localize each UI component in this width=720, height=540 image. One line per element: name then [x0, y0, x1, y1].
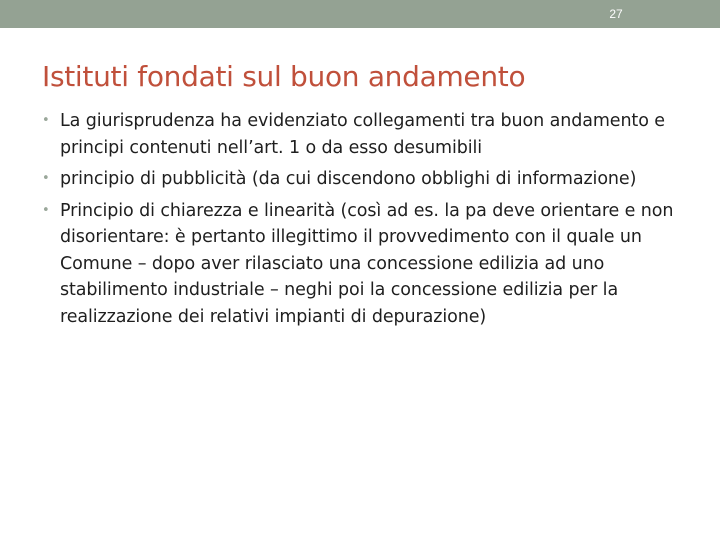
bullet-item	[42, 166, 692, 193]
slide-number: 27	[609, 7, 623, 21]
bullet-icon: •	[42, 171, 50, 186]
bullet-text: principio di pubblicità (da cui discendono obblighi di informazione)	[60, 169, 637, 189]
top-bar	[0, 0, 720, 28]
bullet-icon: •	[42, 113, 50, 128]
bullet-item	[42, 108, 692, 161]
bullet-item	[42, 198, 692, 331]
bullet-icon: •	[42, 202, 50, 218]
bullet-text: La giurisprudenza ha evidenziato collegamenti tra buon andamento e principi contenuti nell’art. 1 o da esso desumibili	[60, 111, 665, 158]
slide-title: Istituti fondati sul buon andamento	[42, 60, 526, 93]
bullet-list	[42, 108, 692, 335]
bullet-text: Principio di chiarezza e linearità (così ad es. la pa deve orientare e non disorientare: è pertanto illegittimo il provvedimento con il quale un Comune – dopo aver rilasciato una concessione edilizia ad uno stabilimento industriale – neghi poi la concessione edilizia per la realizzazione dei relativi impianti di depurazione)	[60, 200, 674, 327]
